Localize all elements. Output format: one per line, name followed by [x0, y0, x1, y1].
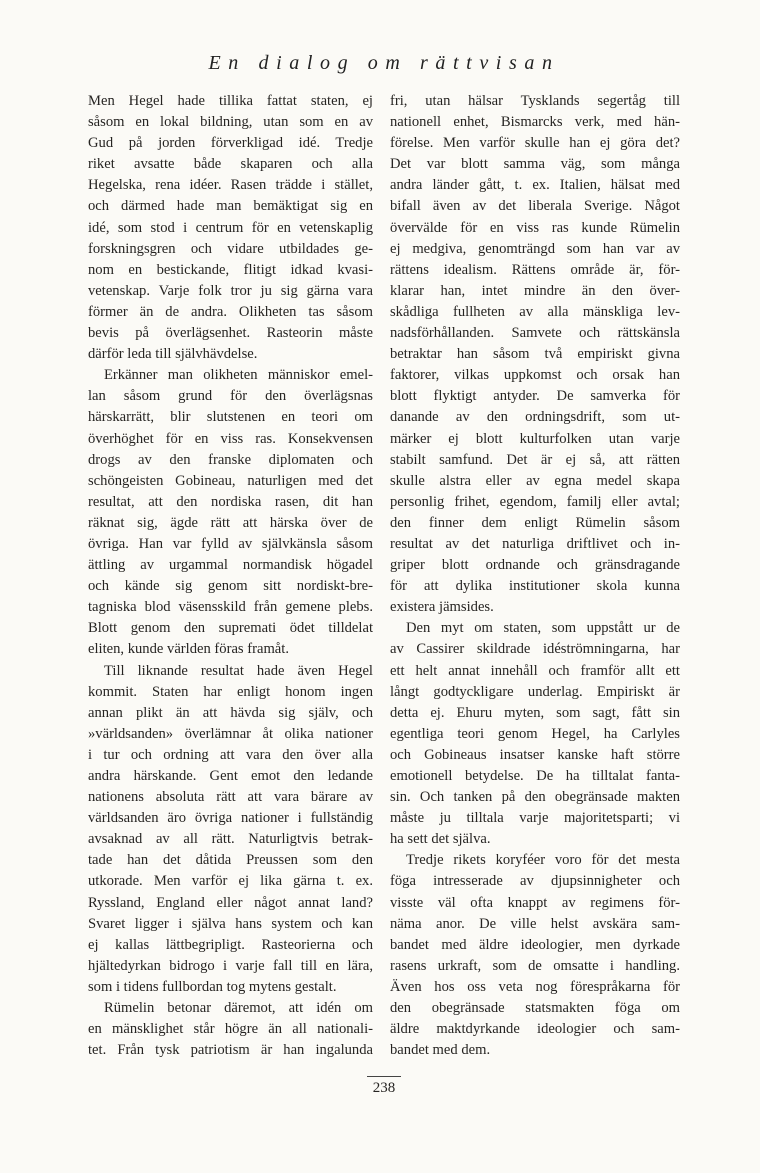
- text-line: rättens idealism. Rättens område är, för-: [390, 261, 680, 278]
- text-line: förmer än de andra. Olikheten tas såsom: [88, 303, 373, 320]
- text-line: riket avsatte både skaparen och alla: [88, 156, 373, 173]
- text-line: nom en bestickande, flitigt idkad kvasi-: [88, 261, 373, 278]
- text-line: sin. Och tanken på den obegränsade makten: [390, 789, 680, 806]
- running-title: En dialog om rättvisan: [208, 52, 560, 74]
- text-line: ej kallas lättbegripligt. Rasteorierna och: [88, 936, 373, 953]
- text-line: nationens absoluta rätt att vara bärare av: [88, 789, 373, 806]
- text-line: Gud på jorden förverkligad idé. Tredje: [88, 135, 373, 152]
- text-line: blott flyktigt antyder. De samverka för: [390, 388, 680, 405]
- text-line: märker ej blott kulturfolken utan varje: [390, 430, 680, 447]
- text-line: »världsanden» överlämnar åt olika nationer: [88, 725, 373, 742]
- text-line: betraktar han såsom två empiriskt givna: [390, 346, 680, 363]
- text-line: Svaret ligger i själva hans system och kan: [88, 915, 373, 932]
- text-line: drogs av den franske diplomaten och: [88, 451, 373, 468]
- text-line: räknat sig, ägde rätt att härska över de: [88, 514, 373, 531]
- text-line: andra länder gått, t. ex. Italien, hälsat med: [390, 177, 680, 194]
- text-line: lan såsom grund för den överlägsnas: [88, 388, 373, 405]
- text-line: i tur och ordning att vara den över alla: [88, 746, 373, 763]
- text-line: klarar han, intet mindre än den över-: [390, 282, 680, 299]
- text-line: som i tidens fullbordan tog mytens gestalt.: [88, 978, 337, 995]
- text-line: ha sett det själva.: [390, 831, 491, 848]
- text-line: ett helt annat innehåll och framför allt ett: [390, 662, 680, 679]
- text-line: näma anor. De ville helst avskära sam-: [390, 915, 680, 932]
- text-line: hjältedyrkan bidrogo i varje fall till en lära,: [88, 957, 373, 974]
- text-line: emotionell betydelse. De ha tilltalat fanta-: [390, 768, 680, 784]
- text-line: övriga. Han var fylld av självkänsla såsom: [88, 535, 373, 552]
- text-line: danande av den ordningsdrift, som ut-: [390, 409, 680, 426]
- text-line: härskarrätt, blir slutstenen en teori om: [88, 409, 373, 426]
- text-line: Rümelin betonar däremot, att idén om: [104, 1000, 373, 1017]
- text-line: en mänsklighet står högre än all nationali-: [88, 1021, 373, 1038]
- text-line: nadsförhållanden. Samvete och rättskänsla: [390, 325, 680, 342]
- text-line: för att dylika institutioner skola kunna: [390, 578, 680, 595]
- paragraph: [390, 618, 680, 850]
- text-line: kommit. Staten har enligt honom ingen: [88, 683, 373, 700]
- text-line: bifall även av det liberala Sverige. Något: [390, 198, 680, 215]
- text-line: ättling av urgammal normandisk högadel: [88, 557, 373, 574]
- text-line: utkorade. Men varför ej lika gärna t. ex.: [88, 873, 373, 890]
- text-line: ej medgiva, genomträngd som han var av: [390, 240, 680, 257]
- text-line: Men Hegel hade tillika fattat staten, ej: [88, 93, 373, 109]
- text-line: Till liknande resultat hade även Hegel: [104, 662, 373, 679]
- text-line: nationell enhet, Bismarcks verk, med hän-: [390, 114, 680, 131]
- paragraph: [88, 365, 373, 660]
- text-line: fri, utan hälsar Tysklands segertåg till: [390, 93, 680, 109]
- page-number: 238: [372, 1080, 396, 1096]
- text-line: skulle alstra eller av egna medel skapa: [390, 472, 680, 489]
- text-line: resultat av det naturliga driftlivet och in-: [390, 535, 680, 552]
- text-line: och kände sig genom sitt nordiskt-bre-: [88, 578, 373, 595]
- text-line: Tredje rikets koryféer voro för det mesta: [406, 852, 680, 869]
- text-line: eliten, kunde världen föras framåt.: [88, 641, 289, 658]
- text-line: måste ju tilltala varje majoritetsparti; vi: [390, 810, 680, 827]
- text-line: världsanden äro övriga nationer i fullständig: [88, 810, 373, 827]
- text-line: andra härskande. Gent emot den ledande: [88, 768, 373, 784]
- text-line: och därmed hade man bemäktigat sig en: [88, 198, 373, 215]
- text-line: den finner dem enligt Rümelin såsom: [390, 514, 680, 531]
- right-column: [390, 91, 680, 1061]
- text-line: av Cassirer skildrade idéströmningarna, har: [390, 641, 680, 658]
- text-line: rasens urkraft, som de omsatte i handling.: [390, 957, 680, 974]
- page-number-rule: [367, 1076, 401, 1077]
- text-line: annan plikt än att hävda sig själv, och: [88, 704, 373, 721]
- text-line: visste väl ofta knappt av regimens för-: [390, 894, 680, 911]
- text-line: vetenskap. Varje folk tror ju sig gärna vara: [88, 282, 373, 299]
- text-line: resultat, att den nordiska rasen, dit han: [88, 493, 373, 510]
- text-line: Ryssland, England eller något annat land?: [88, 894, 373, 911]
- text-line: egentliga teori genom Hegel, ha Carlyles: [390, 725, 680, 742]
- text-line: tet. Från tysk patriotism är han ingalunda: [88, 1042, 373, 1059]
- text-line: äldre maktdyrkande ideologier och sam-: [390, 1021, 680, 1038]
- left-column: [88, 91, 373, 1061]
- paragraph: [390, 91, 680, 618]
- text-line: Blott genom den supremati ödet tilldelat: [88, 620, 373, 637]
- paragraph: [88, 661, 373, 999]
- text-line: den obegränsade statsmakten föga om: [390, 1000, 680, 1017]
- text-line: bevis på överlägsenhet. Rasteorin måste: [88, 325, 373, 342]
- text-line: griper blott ordnande och gränsdragande: [390, 557, 680, 574]
- text-line: Hegelska, rena idéer. Rasen trädde i stället,: [88, 177, 373, 194]
- text-line: övervälde för en viss ras kunde Rümelin: [390, 219, 680, 236]
- text-line: såsom en lokal bildning, utan som en av: [88, 114, 373, 131]
- text-line: bandet med äldre ideologier, men dyrkade: [390, 936, 680, 953]
- text-line: schöngeisten Gobineau, naturligen med det: [88, 472, 373, 489]
- text-line: bandet med dem.: [390, 1042, 491, 1059]
- text-line: personlig frihet, egendom, familj eller avtal;: [390, 493, 680, 510]
- text-line: tade han det dåtida Preussen som den: [88, 852, 373, 869]
- text-line: detta ej. Ehuru myten, som sagt, fått sin: [390, 704, 680, 721]
- text-line: långt godtyckligare underlag. Empiriskt är: [390, 683, 680, 700]
- text-line: Den myt om staten, som uppstått ur de: [406, 620, 680, 637]
- text-line: därför leda till självhävdelse.: [88, 346, 258, 363]
- text-line: stabilt samfund. Det är ej så, att rätten: [390, 451, 680, 468]
- text-line: forskningsgren och vidare utbildades ge-: [88, 240, 373, 257]
- text-line: Det var blott samma väg, som många: [390, 156, 680, 173]
- text-line: idé, som stod i centrum för en vetenskaplig: [88, 219, 373, 236]
- text-line: existera jämsides.: [390, 599, 494, 616]
- paragraph: [88, 998, 373, 1061]
- text-line: föga intresserade av djupsinnigheter och: [390, 873, 680, 890]
- text-line: skådliga fullheten av alla mänskliga lev-: [390, 303, 680, 320]
- paragraph: [88, 91, 373, 365]
- text-line: överhöghet för en viss ras. Konsekvensen: [88, 430, 373, 447]
- text-line: faktorer, vilkas uppkomst och orsak han: [390, 367, 680, 384]
- text-line: förelse. Men varför skulle han ej göra det?: [390, 135, 680, 152]
- text-line: avsaknad av all rätt. Naturligtvis betrak-: [88, 831, 373, 848]
- text-line: och Gobineaus insatser kanske haft större: [390, 746, 680, 763]
- text-line: Erkänner man olikheten människor emel-: [104, 367, 373, 384]
- text-line: tagniska blod väsensskild från gemene plebs.: [88, 599, 373, 616]
- paragraph: [390, 850, 680, 1061]
- text-line: Även hos oss veta nog förespråkarna för: [390, 978, 680, 995]
